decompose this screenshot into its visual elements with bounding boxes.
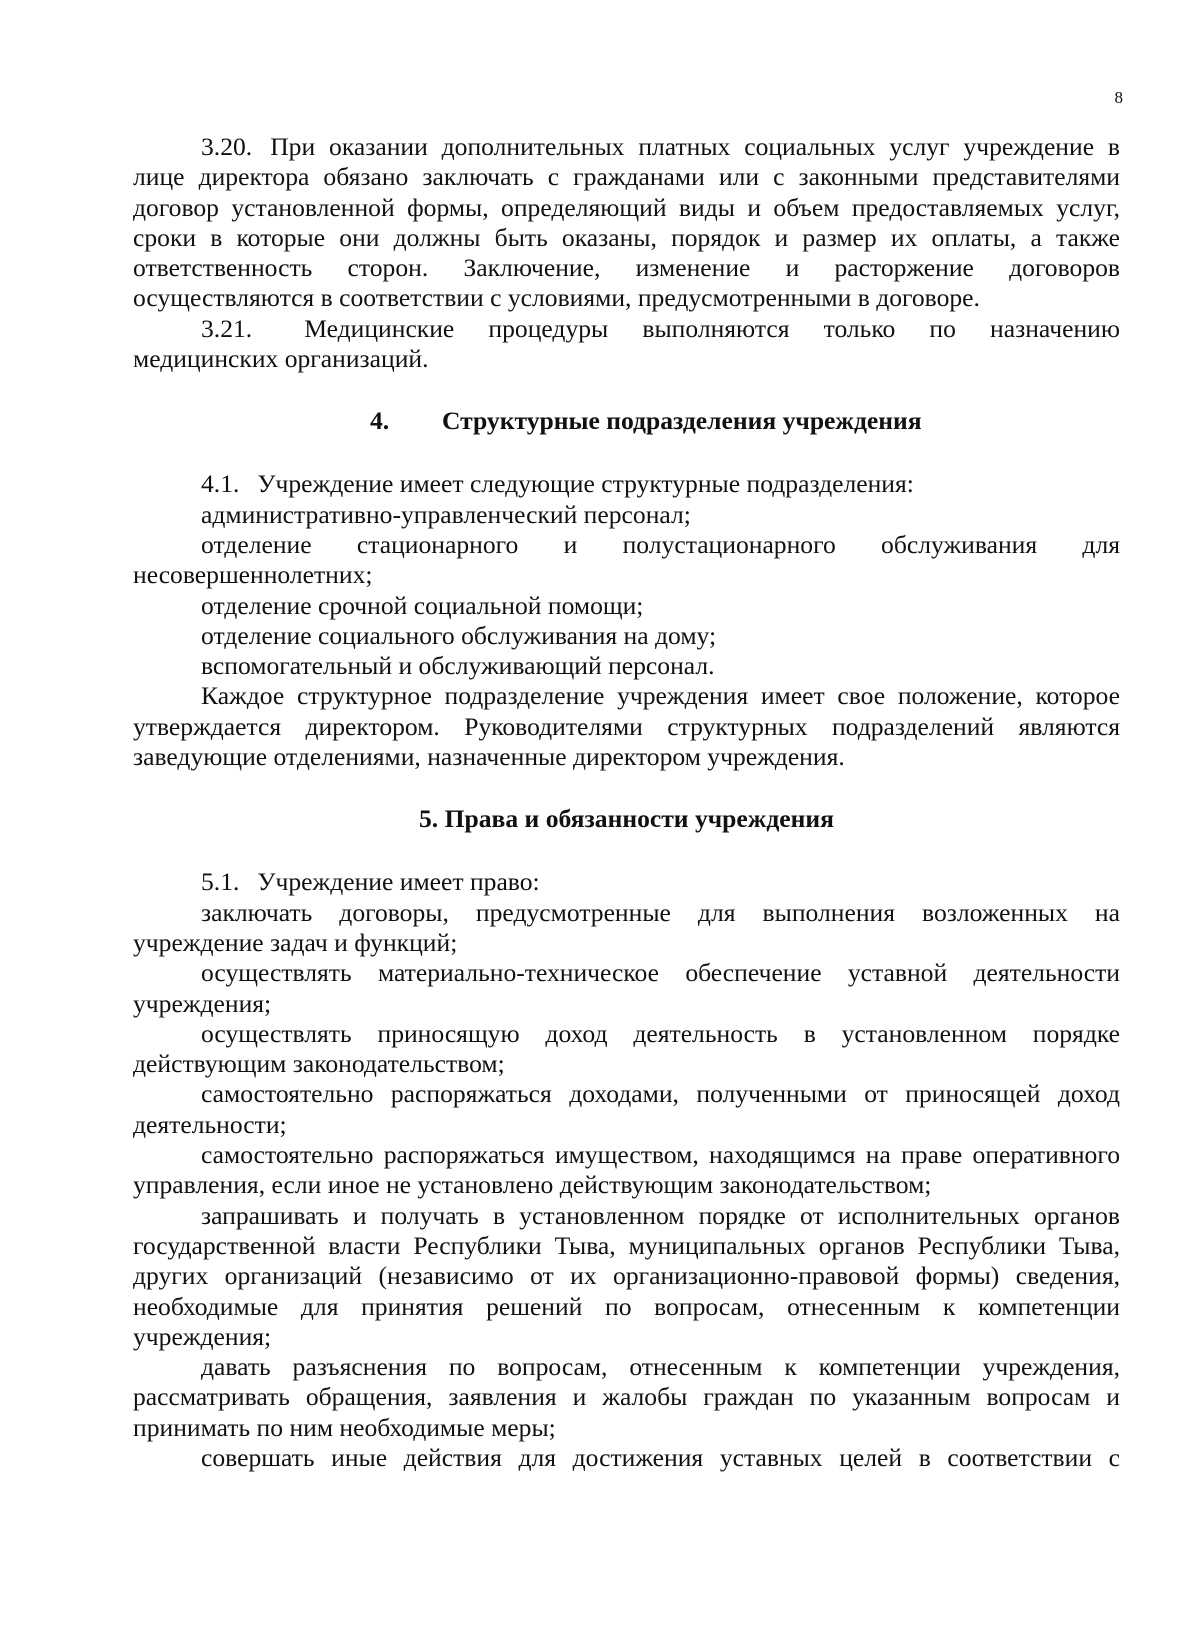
section-title: Структурные подразделения учреждения bbox=[442, 406, 922, 436]
list-item: отделение срочной социальной помощи; bbox=[201, 590, 644, 620]
list-item: давать разъяснения по вопросам, отнесенным к компетенции учреждения, рассматривать обращения, заявления и жалобы граждан по указанным вопросам и принимать по ним необходимые меры; bbox=[133, 1352, 1120, 1442]
section-4-closing-paragraph: Каждое структурное подразделение учреждения имеет свое положение, которое утверждается директором. Руководителями структурных подразделений являются заведующие отделениями, назначенные директором учреждения. bbox=[133, 681, 1120, 772]
list-item: самостоятельно распоряжаться доходами, полученными от приносящей доход деятельности; bbox=[133, 1079, 1120, 1139]
list-item: вспомогательный и обслуживающий персонал. bbox=[201, 651, 715, 681]
list-item: отделение социального обслуживания на дому; bbox=[201, 620, 717, 650]
list-item: самостоятельно распоряжаться имуществом, находящимся на праве оперативного управления, если иное не установлено действующим законодательством; bbox=[133, 1140, 1120, 1200]
paragraph-number: 5.1. bbox=[201, 867, 240, 897]
list-item: отделение стационарного и полустационарного обслуживания для несовершеннолетних; bbox=[133, 529, 1120, 590]
paragraph-number: 3.20. bbox=[201, 132, 253, 161]
list-item: заключать договоры, предусмотренные для выполнения возложенных на учреждение задач и функций; bbox=[133, 897, 1120, 957]
paragraph-text: Учреждение имеет право: bbox=[257, 867, 540, 897]
list-item: осуществлять материально-техническое обеспечение уставной деятельности учреждения; bbox=[133, 958, 1120, 1018]
document-body bbox=[133, 132, 1120, 1473]
list-item: совершать иные действия для достижения уставных целей в соответствии с bbox=[201, 1442, 1120, 1472]
paragraph-3-20 bbox=[133, 132, 1120, 314]
section-number: 4. bbox=[370, 406, 390, 436]
list-item: административно-управленческий персонал; bbox=[201, 499, 691, 529]
paragraph-text: Медицинские процедуры выполняются только по назначению медицинских организаций. bbox=[133, 313, 1120, 374]
paragraph-3-21 bbox=[133, 314, 1120, 375]
section-4-heading bbox=[133, 406, 1120, 436]
section-5-heading: 5. Права и обязанности учреждения bbox=[419, 804, 834, 834]
list-item: запрашивать и получать в установленном порядке от исполнительных органов государственной власти Республики Тыва, муниципальных органов Республики Тыва, других организаций (независимо от их организационно-правовой формы) сведения, необходимые для принятия решений по вопросам, отнесенным к компетенции учреждения; bbox=[133, 1200, 1120, 1351]
paragraph-5-1 bbox=[133, 867, 1120, 897]
paragraph-number: 3.21. bbox=[201, 313, 253, 343]
paragraph-text: При оказании дополнительных платных социальных услуг учреждение в лице директора обязано заключать с гражданами или с законными представителями договор установленной формы, определяющий виды и объем предоставляемых услуг, сроки в которые они должны быть оказаны, порядок и размер их оплаты, а также ответственность сторон. Заключение, изменение и расторжение договоров осуществляются в соответствии с условиями, предусмотренными в договоре. bbox=[133, 132, 1120, 313]
paragraph-4-1 bbox=[133, 469, 1120, 499]
list-item: осуществлять приносящую доход деятельность в установленном порядке действующим законодательством; bbox=[133, 1018, 1120, 1079]
paragraph-number: 4.1. bbox=[201, 469, 240, 499]
page-number: 8 bbox=[1114, 88, 1123, 107]
paragraph-text: Учреждение имеет следующие структурные подразделения: bbox=[257, 469, 914, 499]
